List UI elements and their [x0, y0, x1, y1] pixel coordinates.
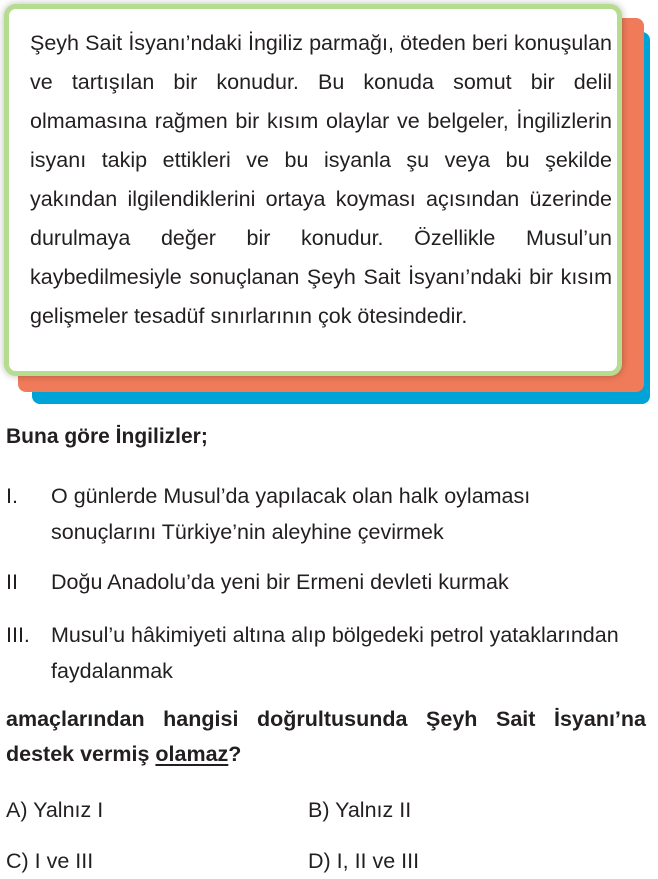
statement-1-text: O günlerde Musul’da yapılacak olan halk oylaması sonuçlarını Türkiye’nin aleyhine çevirmek [51, 484, 531, 544]
question-mark: ? [228, 742, 242, 766]
question-emphasis: olamaz [155, 742, 229, 766]
option-b[interactable]: B) Yalnız II [308, 798, 412, 822]
statement-3-text: Musul’u hâkimiyeti altına alıp bölgedeki petrol yataklarından faydalanmak [51, 623, 619, 683]
statement-2-text: Doğu Anadolu’da yeni bir Ermeni devleti kurmak [51, 570, 509, 594]
statement-1-numeral: I. [6, 484, 18, 508]
option-d[interactable]: D) I, II ve III [308, 849, 420, 873]
statement-3-numeral: III. [6, 623, 30, 647]
option-c[interactable]: C) I ve III [6, 849, 94, 873]
statement-2-numeral: II [6, 570, 18, 594]
passage-text: Şeyh Sait İsyanı’ndaki İngiliz parmağı, öteden beri konuşulan ve tartışılan bir konudur. Bu konuda somut bir delil olmamasına rağmen bir kısım olaylar ve belgeler, İngilizlerin isyanı takip ettikleri ve bu isyanla şu veya bu şekilde yakından ilgilendiklerini ortaya koyması açısından üzerinde durulmaya değer bir konudur. Özellikle Musul’un kaybedilmesiyle sonuçlanan Şeyh Sait İsyanı’ndaki bir kısım gelişmeler tesadüf sınırlarının çok ötesindedir. [30, 31, 612, 328]
question-stem-text: amaçlarından hangisi doğrultusunda Şeyh Sait İsyanı’na destek vermiş [6, 707, 646, 766]
question-lead: Buna göre İngilizler; [6, 425, 208, 448]
option-a[interactable]: A) Yalnız I [6, 798, 104, 822]
question-stem [6, 702, 646, 772]
